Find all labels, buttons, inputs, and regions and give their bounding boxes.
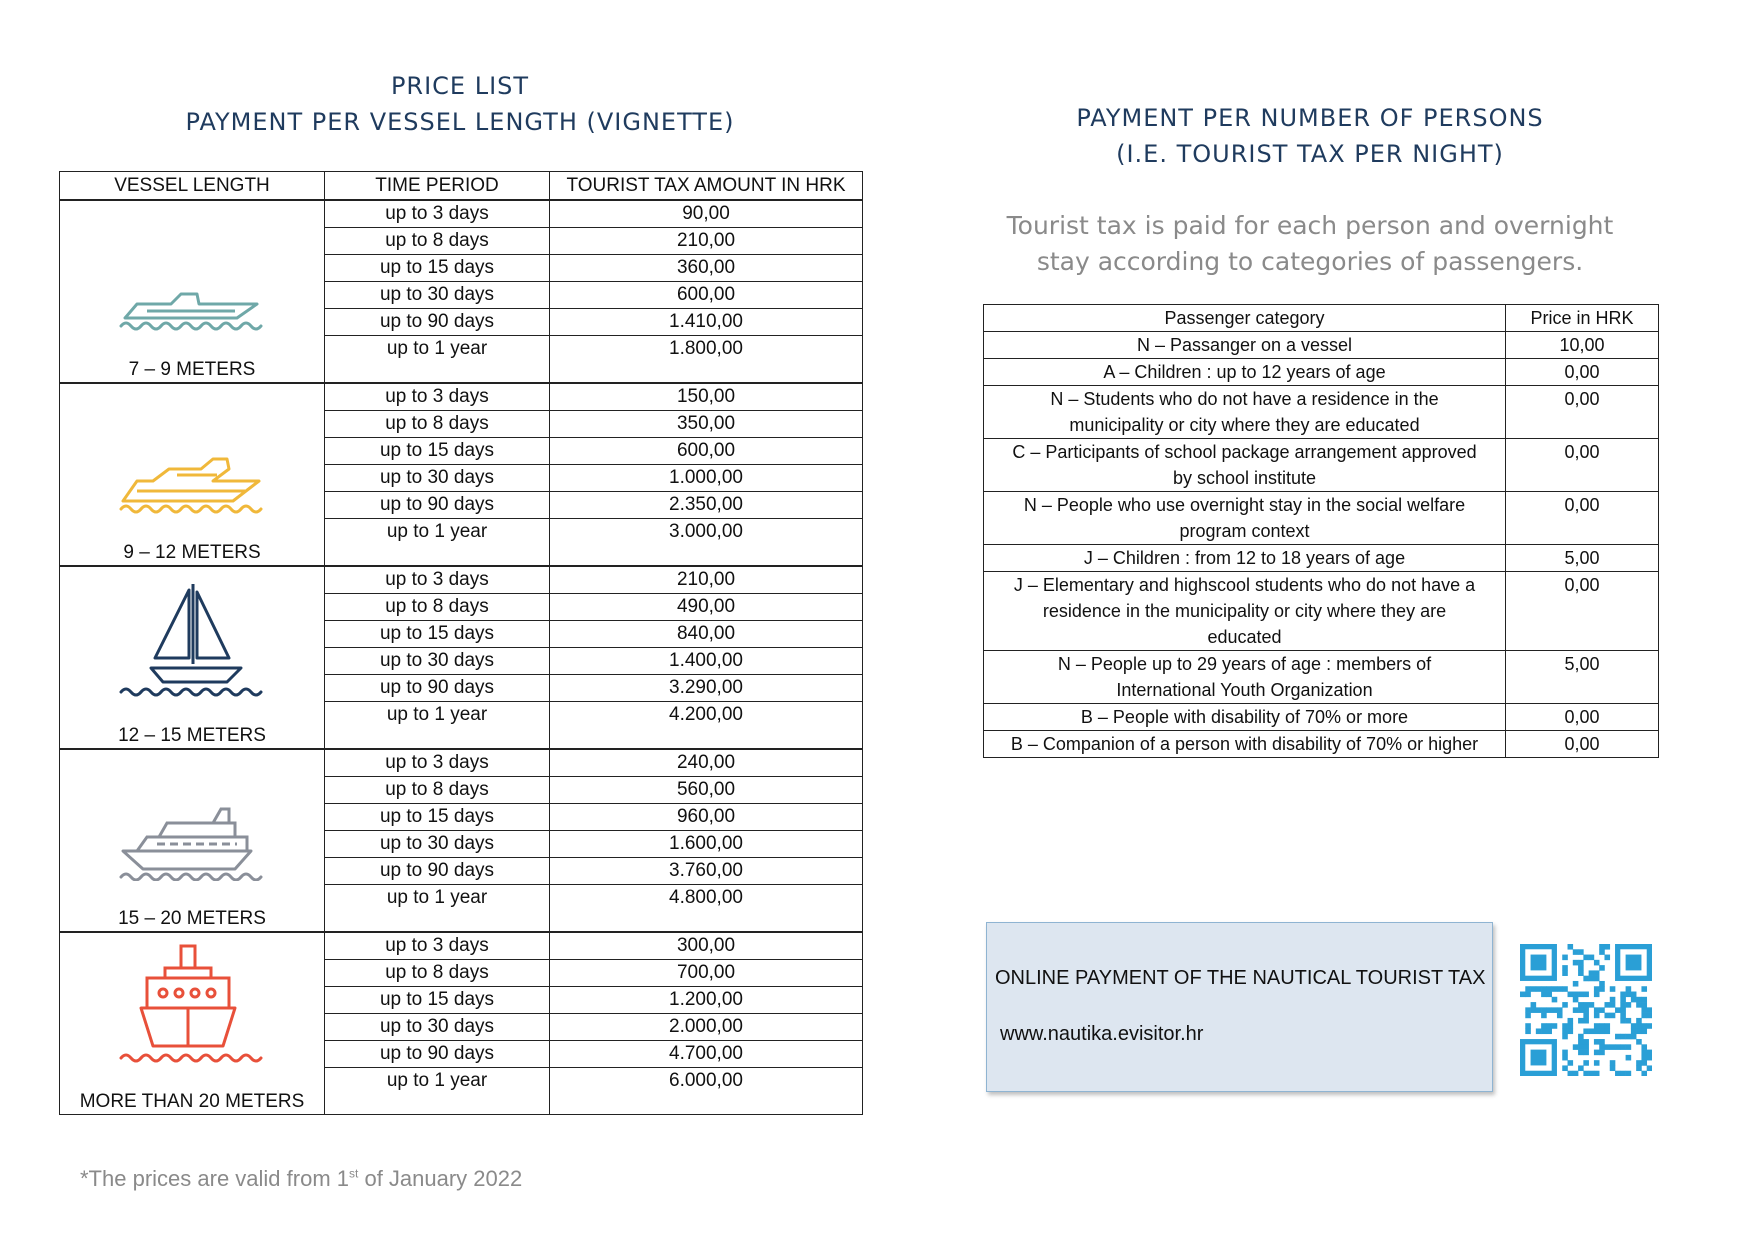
price-list-heading	[60, 68, 860, 140]
time-period-cell: up to 3 days	[325, 200, 550, 228]
time-period-cell: up to 1 year	[325, 702, 550, 750]
vessel-group	[60, 566, 863, 749]
time-period-cell: up to 8 days	[325, 228, 550, 255]
time-period-cell: up to 90 days	[325, 492, 550, 519]
passenger-category-line: J – Elementary and highscool students who do not have a	[1013, 575, 1476, 595]
passenger-category-cell	[984, 386, 1506, 439]
column-header-vessel-length: VESSEL LENGTH	[60, 172, 325, 201]
persons-heading	[960, 100, 1660, 172]
tax-amount-cell: 600,00	[550, 438, 863, 465]
passenger-price-cell: 0,00	[1506, 439, 1659, 492]
passenger-category-line: program context	[1179, 521, 1310, 541]
table-row	[984, 332, 1659, 359]
column-header-time-period: TIME PERIOD	[325, 172, 550, 201]
sailboat-icon	[117, 580, 267, 698]
passenger-price-cell: 0,00	[1506, 572, 1659, 651]
vessel-price-table	[59, 171, 863, 1115]
tax-amount-cell: 700,00	[550, 960, 863, 987]
tax-amount-cell: 600,00	[550, 282, 863, 309]
table-row	[984, 439, 1659, 492]
vessel-group	[60, 383, 863, 566]
persons-title: PAYMENT PER NUMBER OF PERSONS	[1076, 104, 1544, 132]
passenger-category-line: municipality or city where they are educated	[1069, 415, 1420, 435]
online-payment-box	[986, 922, 1493, 1092]
passenger-category-line: A – Children : up to 12 years of age	[1103, 362, 1386, 382]
time-period-cell: up to 1 year	[325, 519, 550, 567]
passenger-category-cell	[984, 332, 1506, 359]
table-row	[984, 704, 1659, 731]
time-period-cell: up to 15 days	[325, 621, 550, 648]
vessel-group	[60, 749, 863, 932]
vessel-group	[60, 932, 863, 1115]
ferry-icon	[117, 942, 267, 1064]
price-list-title: PRICE LIST	[390, 72, 530, 100]
tax-amount-cell: 6.000,00	[550, 1068, 863, 1115]
passenger-category-cell	[984, 492, 1506, 545]
passenger-price-cell: 5,00	[1506, 651, 1659, 704]
time-period-cell: up to 3 days	[325, 566, 550, 594]
passenger-category-cell	[984, 651, 1506, 704]
intro-line: Tourist tax is paid for each person and overnight	[1006, 211, 1614, 240]
time-period-cell: up to 3 days	[325, 383, 550, 411]
intro-text	[960, 208, 1660, 280]
validity-footnote	[80, 1166, 522, 1192]
tax-amount-cell: 960,00	[550, 804, 863, 831]
footnote-superscript: st	[349, 1166, 359, 1181]
tax-amount-cell: 2.350,00	[550, 492, 863, 519]
footnote-text: *The prices are valid from 1	[80, 1166, 349, 1191]
time-period-cell: up to 90 days	[325, 858, 550, 885]
passenger-category-line: educated	[1207, 627, 1282, 647]
time-period-cell: up to 30 days	[325, 465, 550, 492]
table-row	[60, 383, 863, 411]
table-row	[60, 566, 863, 594]
tax-amount-cell: 2.000,00	[550, 1014, 863, 1041]
tax-amount-cell: 1.410,00	[550, 309, 863, 336]
vessel-length-label: MORE THAN 20 METERS	[79, 1091, 305, 1112]
cruise-ship-icon	[117, 799, 267, 881]
tax-amount-cell: 90,00	[550, 200, 863, 228]
vessel-length-cell	[60, 383, 325, 566]
tax-amount-cell: 1.000,00	[550, 465, 863, 492]
time-period-cell: up to 1 year	[325, 1068, 550, 1115]
passenger-price-cell: 0,00	[1506, 492, 1659, 545]
tax-amount-cell: 4.700,00	[550, 1041, 863, 1068]
passenger-category-cell	[984, 439, 1506, 492]
tax-amount-cell: 240,00	[550, 749, 863, 777]
passenger-category-line: by school institute	[1172, 468, 1317, 488]
time-period-cell: up to 15 days	[325, 438, 550, 465]
table-row	[984, 359, 1659, 386]
tax-amount-cell: 1.800,00	[550, 336, 863, 384]
passenger-category-line: N – People who use overnight stay in the social welfare	[1023, 495, 1466, 515]
time-period-cell: up to 30 days	[325, 831, 550, 858]
vessel-group	[60, 200, 863, 383]
tax-amount-cell: 4.200,00	[550, 702, 863, 750]
tax-amount-cell: 150,00	[550, 383, 863, 411]
vessel-length-cell	[60, 932, 325, 1115]
tax-amount-cell: 560,00	[550, 777, 863, 804]
tax-amount-cell: 3.290,00	[550, 675, 863, 702]
time-period-cell: up to 8 days	[325, 594, 550, 621]
footnote-text-end: of January 2022	[358, 1166, 523, 1191]
tax-amount-cell: 360,00	[550, 255, 863, 282]
vessel-length-cell	[60, 566, 325, 749]
passenger-category-line: C – Participants of school package arrangement approved	[1012, 442, 1477, 462]
passenger-category-line: residence in the municipality or city where they are	[1042, 601, 1447, 621]
tax-amount-cell: 210,00	[550, 566, 863, 594]
yacht-icon	[117, 451, 267, 515]
passenger-category-line: B – People with disability of 70% or more	[1080, 707, 1409, 727]
time-period-cell: up to 15 days	[325, 987, 550, 1014]
tax-amount-cell: 300,00	[550, 932, 863, 960]
tax-amount-cell: 350,00	[550, 411, 863, 438]
passenger-price-cell: 0,00	[1506, 359, 1659, 386]
tax-amount-cell: 210,00	[550, 228, 863, 255]
table-row	[984, 572, 1659, 651]
tax-amount-cell: 4.800,00	[550, 885, 863, 933]
motorboat-icon	[117, 284, 267, 332]
tax-amount-cell: 490,00	[550, 594, 863, 621]
passenger-category-line: International Youth Organization	[1116, 680, 1373, 700]
passenger-category-cell	[984, 572, 1506, 651]
tax-amount-cell: 1.600,00	[550, 831, 863, 858]
price-list-subtitle: PAYMENT PER VESSEL LENGTH (VIGNETTE)	[185, 108, 735, 136]
time-period-cell: up to 90 days	[325, 675, 550, 702]
table-row	[984, 731, 1659, 758]
passenger-category-line: N – People up to 29 years of age : members of	[1057, 654, 1432, 674]
time-period-cell: up to 3 days	[325, 749, 550, 777]
table-row	[984, 492, 1659, 545]
tax-amount-cell: 1.200,00	[550, 987, 863, 1014]
column-header-passenger-category: Passenger category	[984, 305, 1506, 332]
passenger-price-cell: 0,00	[1506, 731, 1659, 758]
time-period-cell: up to 1 year	[325, 885, 550, 933]
vessel-length-label: 15 – 20 METERS	[118, 908, 266, 929]
table-row	[984, 651, 1659, 704]
passenger-category-cell	[984, 545, 1506, 572]
passenger-category-cell	[984, 704, 1506, 731]
tax-amount-cell: 1.400,00	[550, 648, 863, 675]
passenger-category-cell	[984, 359, 1506, 386]
passenger-category-line: N – Passanger on a vessel	[1136, 335, 1353, 355]
time-period-cell: up to 90 days	[325, 1041, 550, 1068]
vessel-length-cell	[60, 200, 325, 383]
qr-code-icon	[1520, 944, 1652, 1076]
passenger-price-table	[983, 304, 1659, 758]
passenger-category-line: B – Companion of a person with disability of 70% or higher	[1010, 734, 1479, 754]
online-payment-link[interactable]: www.nautika.evisitor.hr	[1000, 1023, 1204, 1045]
time-period-cell: up to 15 days	[325, 255, 550, 282]
time-period-cell: up to 30 days	[325, 282, 550, 309]
time-period-cell: up to 15 days	[325, 804, 550, 831]
intro-line: stay according to categories of passengers.	[1036, 247, 1584, 276]
passenger-category-line: J – Children : from 12 to 18 years of age	[1083, 548, 1406, 568]
time-period-cell: up to 8 days	[325, 960, 550, 987]
passenger-price-cell: 0,00	[1506, 386, 1659, 439]
table-row	[984, 545, 1659, 572]
vessel-length-label: 9 – 12 METERS	[123, 542, 261, 563]
table-row	[984, 386, 1659, 439]
passenger-category-line: N – Students who do not have a residence in the	[1050, 389, 1439, 409]
time-period-cell: up to 30 days	[325, 1014, 550, 1041]
passenger-price-cell: 5,00	[1506, 545, 1659, 572]
time-period-cell: up to 30 days	[325, 648, 550, 675]
time-period-cell: up to 3 days	[325, 932, 550, 960]
vessel-length-cell	[60, 749, 325, 932]
time-period-cell: up to 8 days	[325, 411, 550, 438]
time-period-cell: up to 1 year	[325, 336, 550, 384]
online-payment-title: ONLINE PAYMENT OF THE NAUTICAL TOURIST TAX	[995, 967, 1486, 989]
table-row	[60, 932, 863, 960]
column-header-tax-amount: TOURIST TAX AMOUNT IN HRK	[550, 172, 863, 201]
time-period-cell: up to 90 days	[325, 309, 550, 336]
tax-amount-cell: 3.760,00	[550, 858, 863, 885]
persons-subtitle: (I.E. TOURIST TAX PER NIGHT)	[1116, 140, 1504, 168]
table-row	[60, 200, 863, 228]
column-header-price: Price in HRK	[1506, 305, 1659, 332]
passenger-category-cell	[984, 731, 1506, 758]
passenger-price-cell: 10,00	[1506, 332, 1659, 359]
table-row	[60, 749, 863, 777]
passenger-price-cell: 0,00	[1506, 704, 1659, 731]
tax-amount-cell: 840,00	[550, 621, 863, 648]
vessel-length-label: 12 – 15 METERS	[118, 725, 266, 746]
vessel-length-label: 7 – 9 METERS	[128, 359, 256, 380]
time-period-cell: up to 8 days	[325, 777, 550, 804]
tax-amount-cell: 3.000,00	[550, 519, 863, 567]
